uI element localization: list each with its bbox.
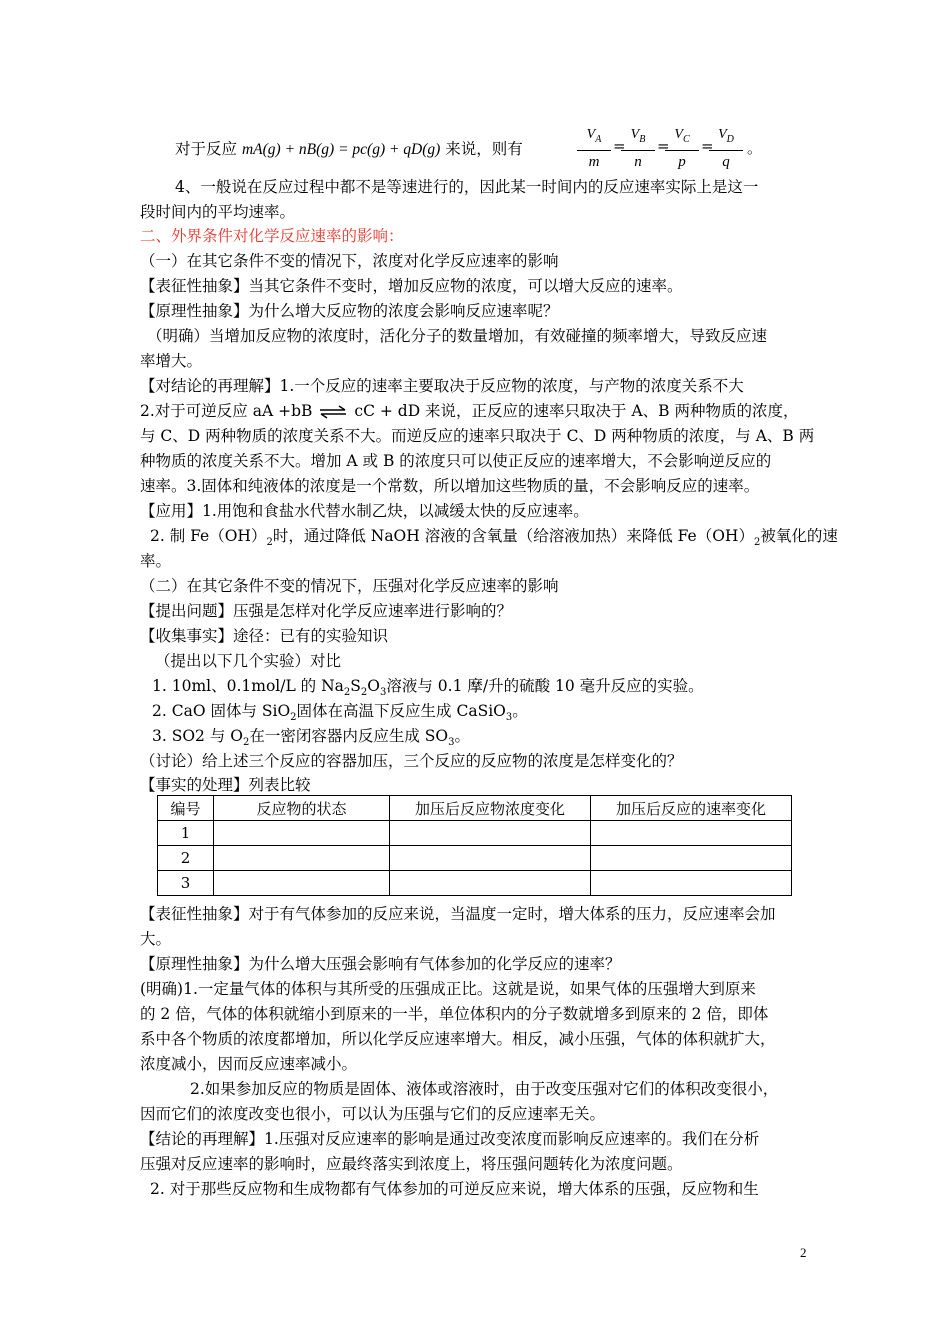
paragraph-line: 【提出问题】压强是怎样对化学反应速率进行影响的？ — [140, 602, 513, 620]
list-item: 2. CaO 固体与 SiO$_2$固体在高温下反应生成 CaSiO$_3$。 — [152, 702, 528, 724]
paragraph-line: 率增大。 — [140, 352, 203, 370]
table-cell — [591, 846, 792, 871]
paragraph-line: (明确)1.一定量气体的体积与其所受的压强成正比。这就是说，如果气体的压强增大到原来 — [140, 980, 756, 998]
table-cell — [214, 871, 390, 896]
paragraph-line: 【表征性抽象】对于有气体参加的反应来说，当温度一定时，增大体系的压力，反应速率会加 — [140, 905, 776, 923]
formula-end: 。 — [747, 139, 763, 157]
formula-reaction: mA(g) + nB(g) = pc(g) + qD(g) — [241, 141, 441, 158]
fraction-c: $\frac{V_C}{p}$ — [665, 125, 699, 173]
table-cell — [214, 846, 390, 871]
table-cell — [214, 821, 390, 846]
page-number: 2 — [800, 1245, 807, 1260]
equals-sign: = — [701, 137, 714, 155]
equals-sign: = — [657, 137, 670, 155]
formula-mid: 来说，则有 — [445, 140, 523, 158]
reversible-arrow-icon — [318, 405, 348, 419]
paragraph-line: 速率。3.固体和纯液体的浓度是一个常数，所以增加这些物质的量，不会影响反应的速率。 — [140, 477, 760, 495]
fraction-a: $\frac{V_A}{m}$ — [577, 125, 611, 173]
list-item: 3. SO2 与 $O_2$在一密闭容器内反应生成 $SO_3$。 — [152, 727, 470, 749]
paragraph-line: 2.如果参加反应的物质是固体、液体或溶液时，由于改变压强对它们的体积改变很小， — [190, 1080, 779, 1098]
paragraph-line: 【收集事实】途径：已有的实验知识 — [140, 627, 389, 645]
paragraph-line: 与 C、D 两种物质的浓度关系不大。而逆反应的速率只取决于 C、D 两种物质的浓度，与 A、B 两 — [140, 427, 815, 445]
subsection-heading: （二）在其它条件不变的情况下，压强对化学反应速率的影响 — [140, 577, 559, 595]
table-row — [158, 846, 792, 871]
subsection-heading: （一）在其它条件不变的情况下，浓度对化学反应速率的影响 — [140, 252, 559, 270]
table-cell: 3 — [158, 871, 214, 896]
table-cell: 1 — [158, 821, 214, 846]
paragraph-line: 大。 — [140, 930, 172, 948]
paragraph-line: 率。 — [140, 552, 172, 570]
paragraph-line: 2. 对于那些反应物和生成物都有气体参加的可逆反应来说，增大体系的压强，反应物和生 — [150, 1180, 759, 1198]
paragraph-line: 因而它们的浓度改变也很小，可以认为压强与它们的反应速率无关。 — [140, 1105, 606, 1123]
paragraph-line: 浓度减小，因而反应速率减小。 — [140, 1055, 358, 1073]
table-header-cell: 编号 — [158, 796, 214, 821]
paragraph-line: 系中各个物质的浓度都增加，所以化学反应速率增大。相反，减小压强，气体的体积就扩大， — [140, 1030, 776, 1048]
section-heading: 二、外界条件对化学反应速率的影响： — [140, 227, 404, 245]
paragraph-line: 【原理性抽象】为什么增大压强会影响有气体参加的化学反应的速率？ — [140, 955, 621, 973]
paragraph-line: 【对结论的再理解】1.一个反应的速率主要取决于反应物的浓度，与产物的浓度关系不大 — [140, 377, 744, 395]
table-header-cell: 加压后反应的速率变化 — [591, 796, 792, 821]
paragraph-line: 【原理性抽象】为什么增大反应物的浓度会影响反应速率呢？ — [140, 302, 559, 320]
equals-sign: = — [613, 137, 626, 155]
table-cell — [591, 871, 792, 896]
formula-lead: 对于反应 — [175, 140, 238, 158]
table-header-cell: 加压后反应物浓度变化 — [390, 796, 591, 821]
paragraph-line: 压强对反应速率的影响时，应最终落实到浓度上，将压强问题转化为浓度问题。 — [140, 1155, 683, 1173]
paragraph-line: 段时间内的平均速率。 — [140, 203, 296, 221]
paragraph-line: （讨论）给上述三个反应的容器加压，三个反应的反应物的浓度是怎样变化的？ — [140, 752, 683, 770]
paragraph-line: 4、一般说在反应过程中都不是等速进行的，因此某一时间内的反应速率实际上是这一 — [175, 178, 759, 196]
paragraph-line: 2. 制 $Fe(OH)_2$时，通过降低 NaOH 溶液的含氧量（给溶液加热）来降低 $Fe(OH)_2$被氧化的速 — [150, 527, 838, 549]
paragraph-line: （明确）当增加反应物的浓度时，活化分子的数量增加，有效碰撞的频率增大，导致反应速 — [147, 327, 768, 345]
table-cell — [390, 846, 591, 871]
paragraph-line: 2.对于可逆反应 aA +bB cC + dD 来说，正反应的速率只取决于 A、B 两种物质的浓度， — [140, 402, 799, 420]
table-row — [158, 821, 792, 846]
table-header-cell: 反应物的状态 — [214, 796, 390, 821]
paragraph-line: 【事实的处理】列表比较 — [140, 776, 311, 794]
comparison-table — [157, 795, 792, 896]
table-row — [158, 871, 792, 896]
paragraph-line: 【表征性抽象】当其它条件不变时，增加反应物的浓度，可以增大反应的速率。 — [140, 277, 683, 295]
paragraph-line: 【结论的再理解】1.压强对反应速率的影响是通过改变浓度而影响反应速率的。我们在分析 — [140, 1130, 760, 1148]
table-cell: 2 — [158, 846, 214, 871]
table-cell — [390, 871, 591, 896]
fraction-b: $\frac{V_B}{n}$ — [621, 125, 655, 173]
paragraph-line: 种物质的浓度关系不大。增加 A 或 B 的浓度只可以使正反应的速率增大，不会影响逆反应的 — [140, 452, 772, 470]
fraction-d: $\frac{V_D}{q}$ — [709, 125, 743, 173]
paragraph-line: 【应用】1.用饱和食盐水代替水制乙炔，以减缓太快的反应速率。 — [140, 502, 589, 520]
table-cell — [591, 821, 792, 846]
paragraph-line: （提出以下几个实验）对比 — [155, 652, 342, 670]
list-item: 1. 10ml、0.1mol/L 的 $Na_2S_2O_3$溶液与 0.1 摩/升的硫酸 10 毫升反应的实验。 — [152, 677, 704, 699]
table-header-row — [158, 796, 792, 821]
paragraph-line: 的 2 倍，气体的体积就缩小到原来的一半，单位体积内的分子数就增多到原来的 2 倍，即体 — [140, 1005, 769, 1023]
table-cell — [390, 821, 591, 846]
